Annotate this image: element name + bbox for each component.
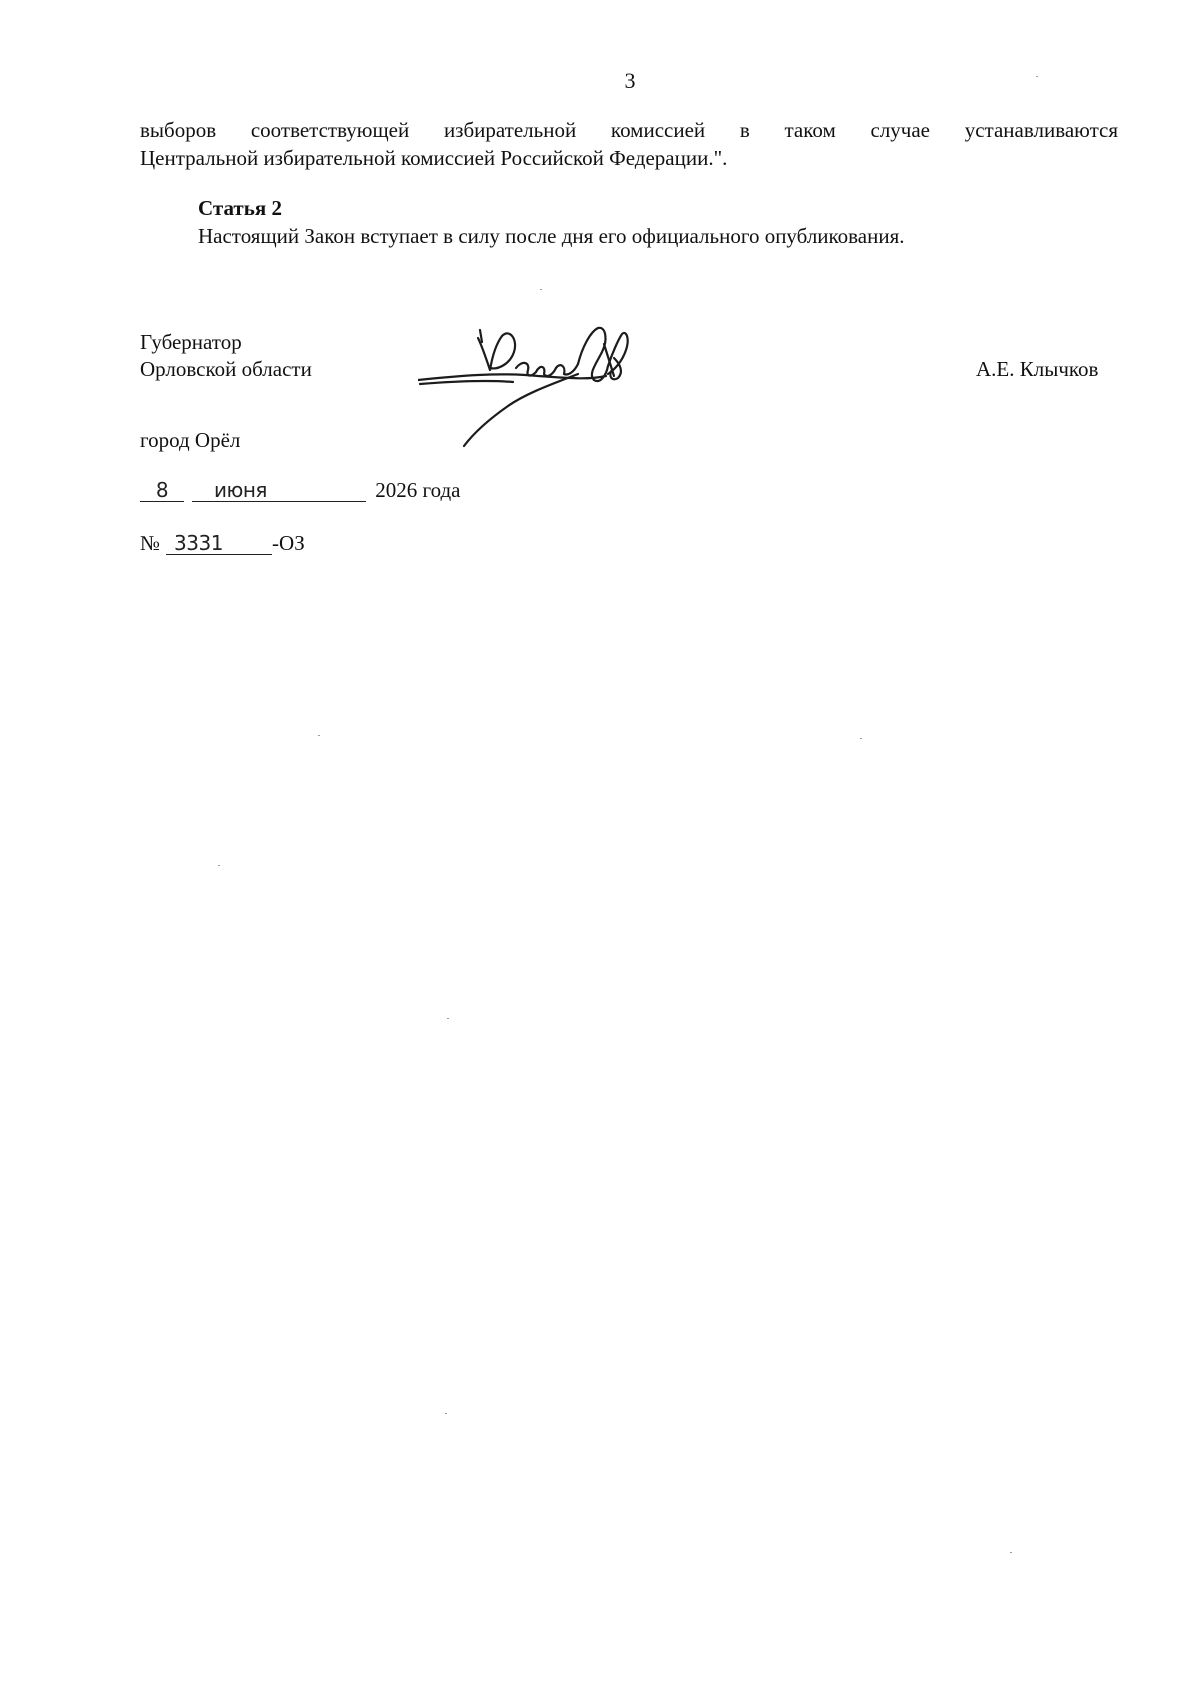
page-number: 3 [624, 68, 636, 93]
scan-speck [447, 1018, 449, 1019]
signatory-title-line-1: Губернатор [140, 330, 242, 354]
date-day: 8 [140, 479, 184, 502]
scan-speck [445, 1413, 447, 1414]
paragraph-line-2: Центральной избирательной комиссией Российской Федерации.". [140, 146, 728, 170]
scan-speck [218, 865, 220, 866]
article-body: Настоящий Закон вступает в силу после дня его официального опубликования. [198, 224, 905, 248]
scan-speck [1010, 1552, 1012, 1553]
city: город Орёл [140, 428, 241, 452]
law-number-line [140, 531, 305, 556]
article-heading: Статья 2 [198, 196, 282, 220]
date-year: 2026 года [375, 478, 461, 502]
law-number-value: 3331 [166, 532, 272, 555]
date-line [140, 478, 461, 503]
signatory-name: А.Е. Клычков [976, 357, 1099, 381]
law-number-prefix: № [140, 531, 161, 555]
paragraph-line-1: выборов соответствующей избирательной комиссией в таком случае устанавливаются [140, 118, 1118, 142]
date-month: июня [192, 479, 366, 502]
signatory-title-line-2: Орловской области [140, 357, 312, 381]
law-number-suffix: -ОЗ [272, 531, 305, 555]
scan-speck [1036, 76, 1038, 77]
handwritten-signature [418, 318, 648, 448]
scan-speck [860, 738, 862, 739]
scan-speck [318, 735, 320, 736]
scan-speck [540, 289, 542, 290]
